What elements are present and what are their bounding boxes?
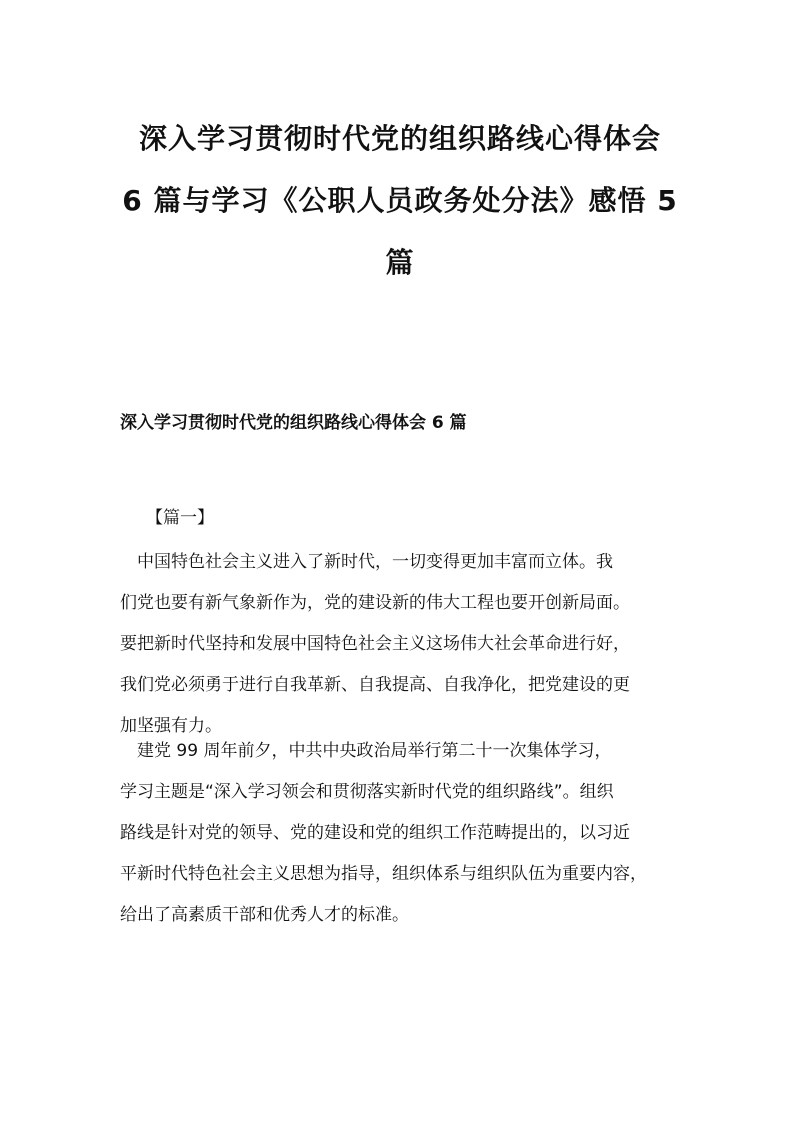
paragraph-line: 学习主题是“深入学习领会和贯彻落实新时代党的组织路线”。组织 xyxy=(120,782,614,802)
paragraph-line: 我们党必须勇于进行自我革新、自我提高、自我净化，把党建设的更 xyxy=(120,675,630,695)
paragraph-line: 路线是针对党的领导、党的建设和党的组织工作范畴提出的，以习近 xyxy=(120,823,630,843)
title-line-2: 6 篇与学习《公职人员政务处分法》感悟 5 xyxy=(122,184,678,217)
title-line-3: 篇 xyxy=(385,246,415,279)
chapter-label: 【篇一】 xyxy=(146,508,214,528)
body-paragraph-2 xyxy=(120,731,690,936)
paragraph-line: 要把新时代坚持和发展中国特色社会主义这场伟大社会革命进行好， xyxy=(120,634,630,654)
section-heading: 深入学习贯彻时代党的组织路线心得体会 6 篇 xyxy=(120,413,467,433)
paragraph-line: 中国特色社会主义进入了新时代，一切变得更加丰富而立体。我 xyxy=(120,552,613,572)
paragraph-line: 加坚强有力。 xyxy=(120,716,222,736)
body-paragraph-1 xyxy=(120,542,690,747)
paragraph-line: 平新时代特色社会主义思想为指导，组织体系与组织队伍为重要内容， xyxy=(120,864,647,884)
document-title xyxy=(120,108,680,294)
paragraph-line: 给出了高素质干部和优秀人才的标准。 xyxy=(120,905,409,925)
paragraph-line: 们党也要有新气象新作为，党的建设新的伟大工程也要开创新局面。 xyxy=(120,593,630,613)
paragraph-line: 建党 99 周年前夕，中共中央政治局举行第二十一次集体学习， xyxy=(120,741,612,761)
title-line-1: 深入学习贯彻时代党的组织路线心得体会 xyxy=(138,122,661,155)
